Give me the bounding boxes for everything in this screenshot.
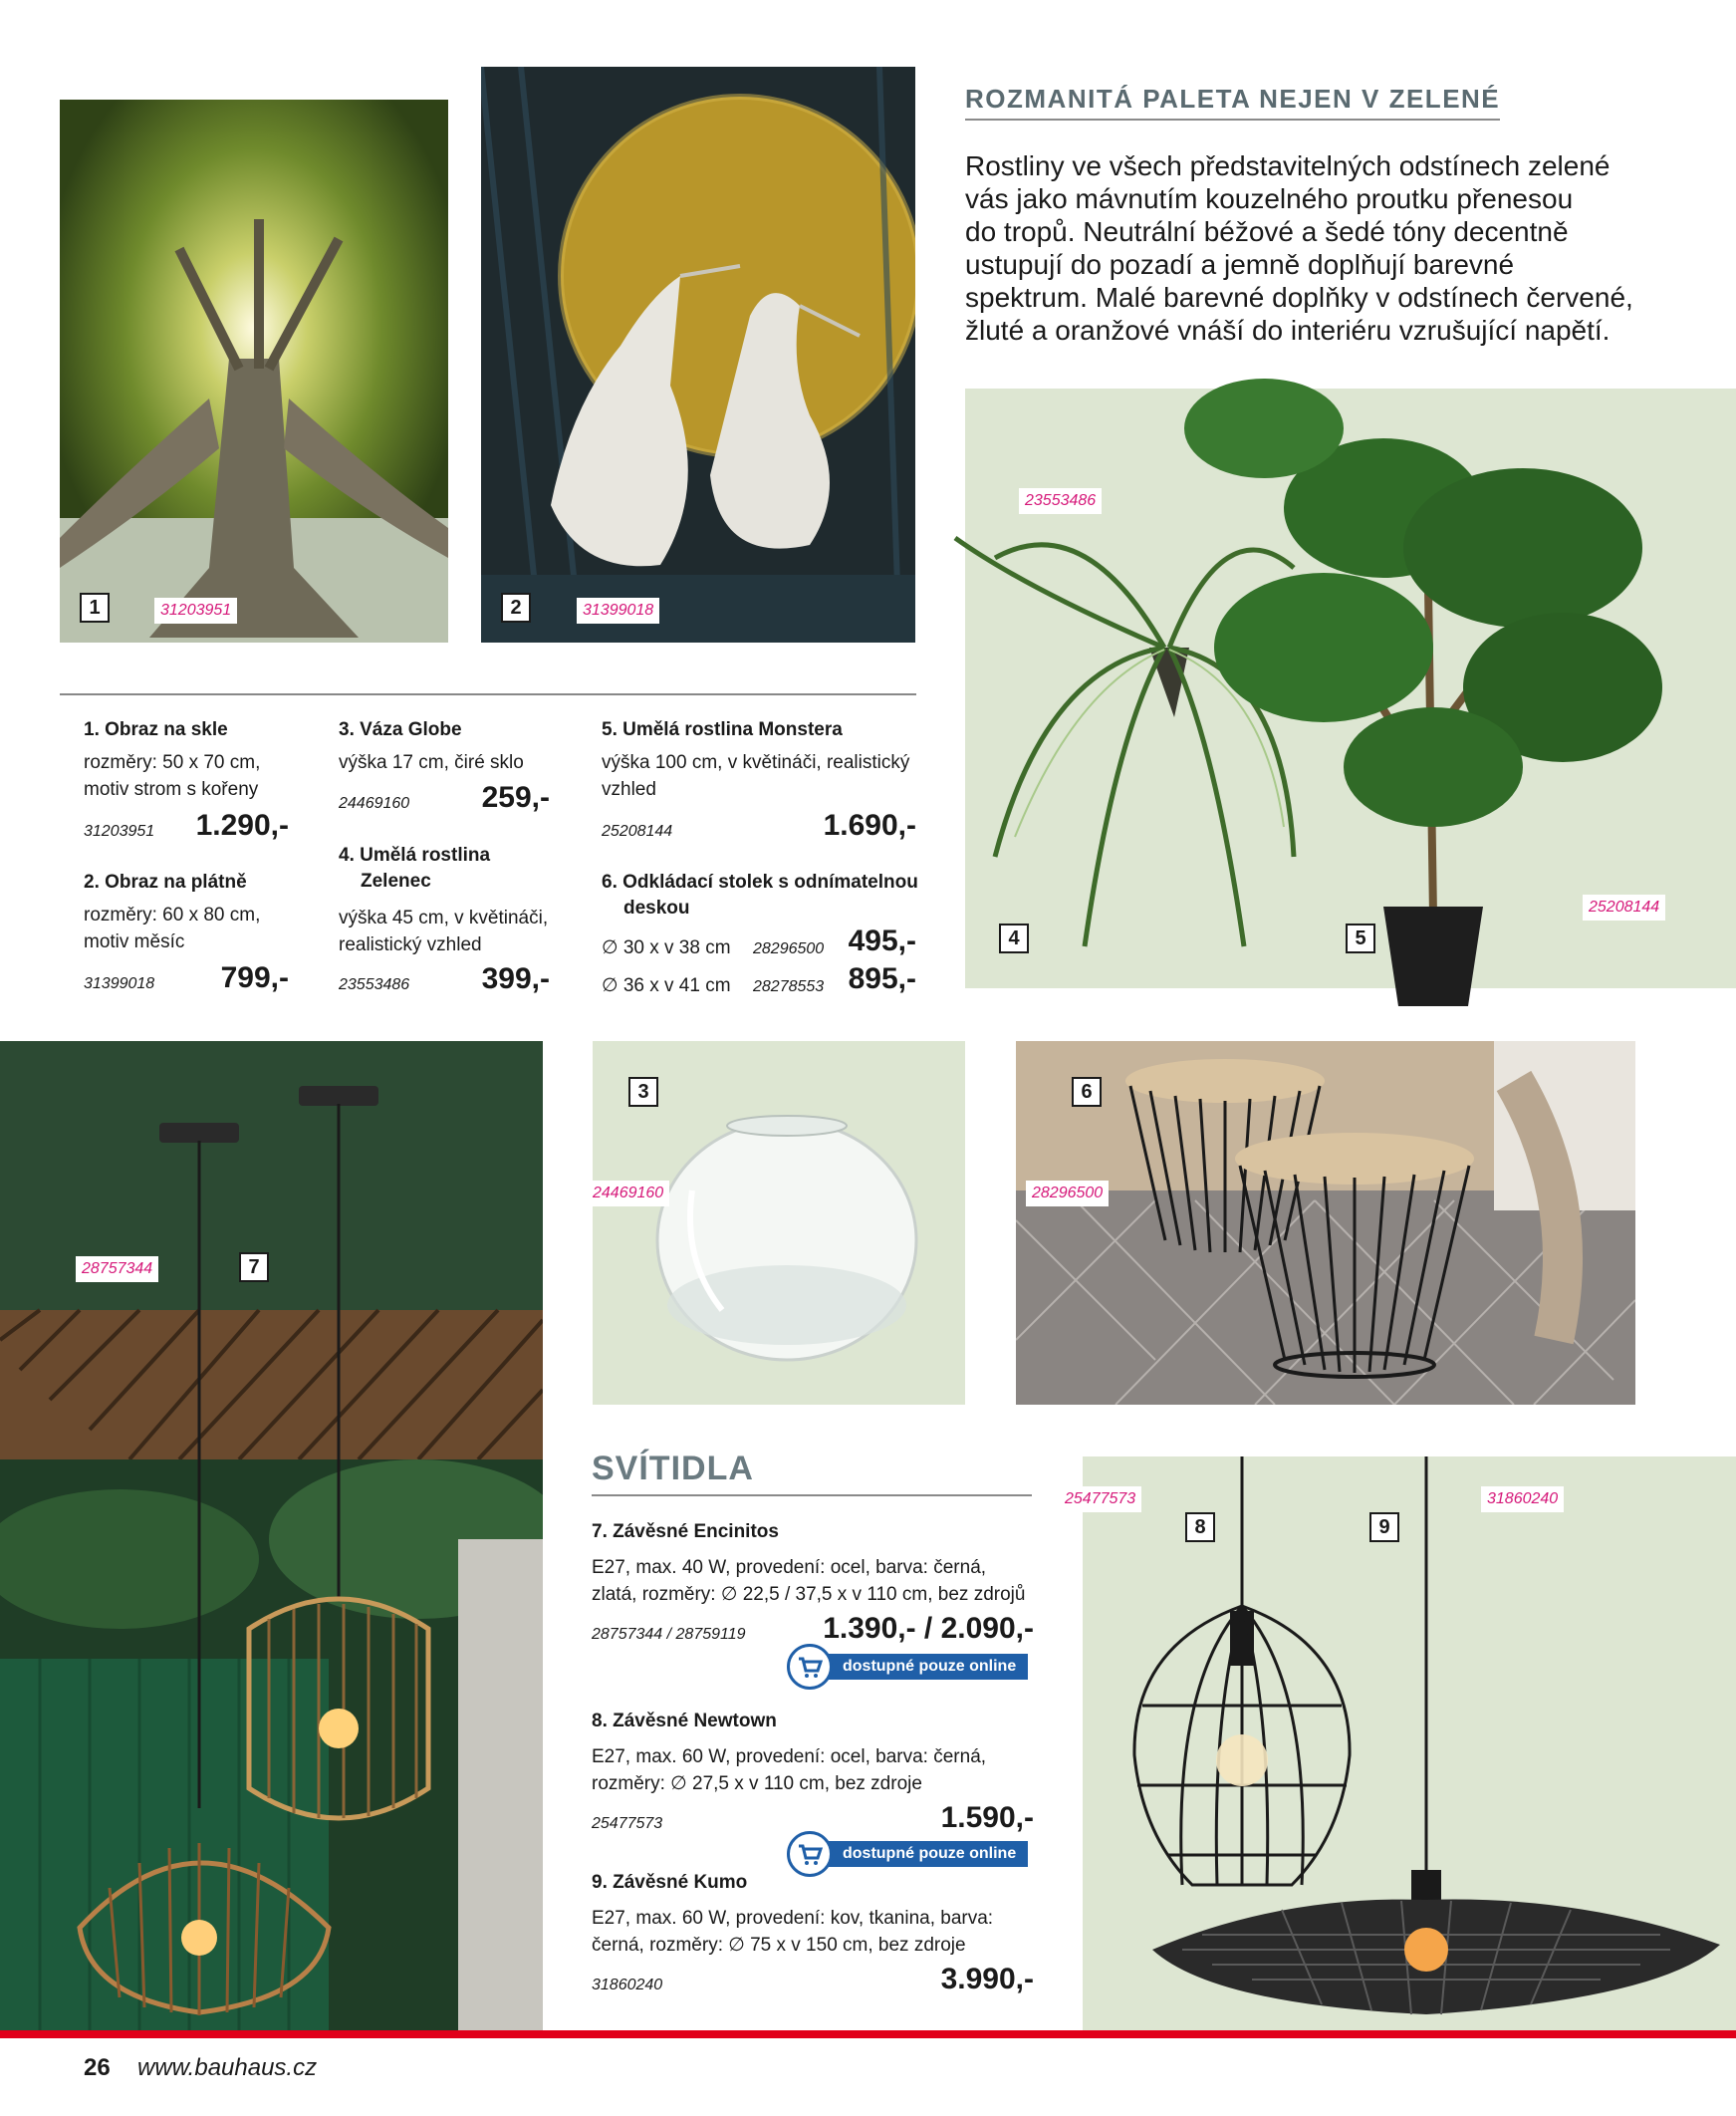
product-code: 31203951 — [84, 823, 155, 840]
variant-size: ∅ 30 x v 38 cm — [602, 937, 731, 958]
product-title: 9. Závěsné Kumo — [592, 1872, 748, 1893]
product-code-label: 28757344 — [82, 1260, 153, 1277]
product-desc: E27, max. 60 W, provedení: ocel, barva: černá, — [592, 1746, 987, 1767]
product-code-label: 28296500 — [1032, 1185, 1104, 1201]
product-title: 5. Umělá rostlina Monstera — [602, 719, 843, 740]
product-code-label: 31399018 — [583, 602, 654, 619]
photo-number: 1 — [89, 596, 101, 619]
online-only-badge — [787, 1644, 1034, 1690]
footer-link[interactable]: www.bauhaus.cz — [137, 2054, 318, 2081]
intro-line: Rostliny ve všech představitelných odstínech zelené — [965, 150, 1611, 181]
cart-icon — [787, 1644, 833, 1690]
intro-line: žluté a oranžové vnáší do interiéru vzrušující napětí. — [965, 315, 1611, 346]
intro-paragraph — [965, 149, 1682, 347]
product-code: 31399018 — [84, 975, 155, 992]
product-price: 895,- — [848, 962, 916, 995]
product-price: 1.690,- — [823, 809, 916, 842]
product-desc: realistický vzhled — [339, 934, 482, 955]
variant-size: ∅ 36 x v 41 cm — [602, 975, 731, 996]
product-code: 25477573 — [592, 1815, 663, 1832]
product-title: 8. Závěsné Newtown — [592, 1711, 777, 1731]
page-number: 26 — [84, 2054, 111, 2081]
product-title: deskou — [623, 898, 690, 919]
product-desc: vzhled — [602, 779, 656, 800]
photo-number: 9 — [1378, 1515, 1390, 1538]
product-code: 25208144 — [602, 823, 673, 840]
product-desc: zlatá, rozměry: ∅ 22,5 / 37,5 x v 110 cm, bez zdrojů — [592, 1584, 1026, 1605]
product-desc: rozměry: 60 x 80 cm, — [84, 905, 261, 926]
product-desc: motiv strom s kořeny — [84, 779, 259, 800]
product-title: 3. Váza Globe — [339, 719, 462, 740]
product-code-label: 25208144 — [1589, 899, 1660, 916]
online-only-label: dostupné pouze online — [823, 1654, 1028, 1680]
intro-line: spektrum. Malé barevné doplňky v odstínech červené, — [965, 282, 1633, 313]
product-code: 28278553 — [753, 978, 825, 995]
online-only-badge — [787, 1831, 1034, 1877]
photo-number: 7 — [248, 1255, 260, 1278]
product-desc: výška 45 cm, v květináči, — [339, 908, 549, 928]
section-heading: ROZMANITÁ PALETA NEJEN V ZELENÉ — [965, 84, 1500, 121]
photo-plants — [965, 389, 1736, 988]
product-price: 259,- — [481, 781, 550, 814]
product-title: 1. Obraz na skle — [84, 719, 228, 740]
product-code-label: 23553486 — [1025, 492, 1097, 509]
photo-number: 6 — [1081, 1080, 1093, 1103]
product-price: 799,- — [220, 961, 289, 994]
product-code: 28757344 / 28759119 — [592, 1626, 746, 1643]
product-title: 4. Umělá rostlina — [339, 845, 491, 866]
intro-line: vás jako mávnutím kouzelného proutku přenesou — [965, 183, 1574, 214]
photo-lamp-encinitos — [0, 1041, 543, 2030]
product-title: 6. Odkládací stolek s odnímatelnou — [602, 872, 918, 893]
photo-pendant-lamps — [1065, 1456, 1736, 2030]
product-title: Zelenec — [361, 871, 431, 892]
footer-accent-bar — [0, 2030, 1736, 2038]
product-price: 3.990,- — [940, 1963, 1034, 1995]
product-title: 2. Obraz na plátně — [84, 872, 247, 893]
product-code: 28296500 — [753, 940, 825, 957]
intro-line: ustupují do pozadí a jemně doplňují barevné — [965, 249, 1515, 280]
product-code: 23553486 — [339, 976, 410, 993]
photo-vase — [593, 1041, 965, 1405]
product-code-label: 25477573 — [1065, 1490, 1136, 1507]
product-desc: výška 100 cm, v květináči, realistický — [602, 752, 910, 773]
product-desc: E27, max. 60 W, provedení: kov, tkanina, barva: — [592, 1908, 994, 1929]
photo-tree-painting — [60, 100, 448, 643]
photo-side-tables — [1016, 1041, 1635, 1405]
product-price: 1.590,- — [940, 1801, 1034, 1834]
photo-heron-painting — [481, 67, 915, 643]
product-title: 7. Závěsné Encinitos — [592, 1521, 779, 1542]
product-desc: výška 17 cm, čiré sklo — [339, 752, 524, 773]
product-code-label: 24469160 — [593, 1185, 664, 1201]
intro-line: do tropů. Neutrální béžové a šedé tóny decentně — [965, 216, 1569, 247]
product-desc: černá, rozměry: ∅ 75 x v 150 cm, bez zdroje — [592, 1935, 966, 1956]
online-only-label: dostupné pouze online — [823, 1841, 1028, 1867]
product-code: 24469160 — [339, 795, 410, 812]
photo-number: 2 — [510, 596, 522, 619]
divider — [60, 693, 916, 695]
photo-number: 5 — [1355, 926, 1366, 949]
product-price: 495,- — [848, 925, 916, 957]
product-code-label: 31203951 — [160, 602, 232, 619]
product-desc: E27, max. 40 W, provedení: ocel, barva: černá, — [592, 1557, 987, 1578]
product-price: 1.390,- / 2.090,- — [823, 1612, 1034, 1645]
cart-icon — [787, 1831, 833, 1877]
product-desc: rozměry: 50 x 70 cm, — [84, 752, 261, 773]
product-desc: rozměry: ∅ 27,5 x v 110 cm, bez zdroje — [592, 1773, 922, 1794]
photo-number: 8 — [1194, 1515, 1206, 1538]
lights-heading: SVÍTIDLA — [592, 1450, 1032, 1496]
photo-number: 4 — [1008, 926, 1020, 949]
photo-number: 3 — [637, 1080, 649, 1103]
product-desc: motiv měsíc — [84, 931, 185, 952]
product-code-label: 31860240 — [1487, 1490, 1559, 1507]
product-price: 1.290,- — [195, 809, 289, 842]
product-price: 399,- — [481, 962, 550, 995]
product-code: 31860240 — [592, 1977, 663, 1993]
